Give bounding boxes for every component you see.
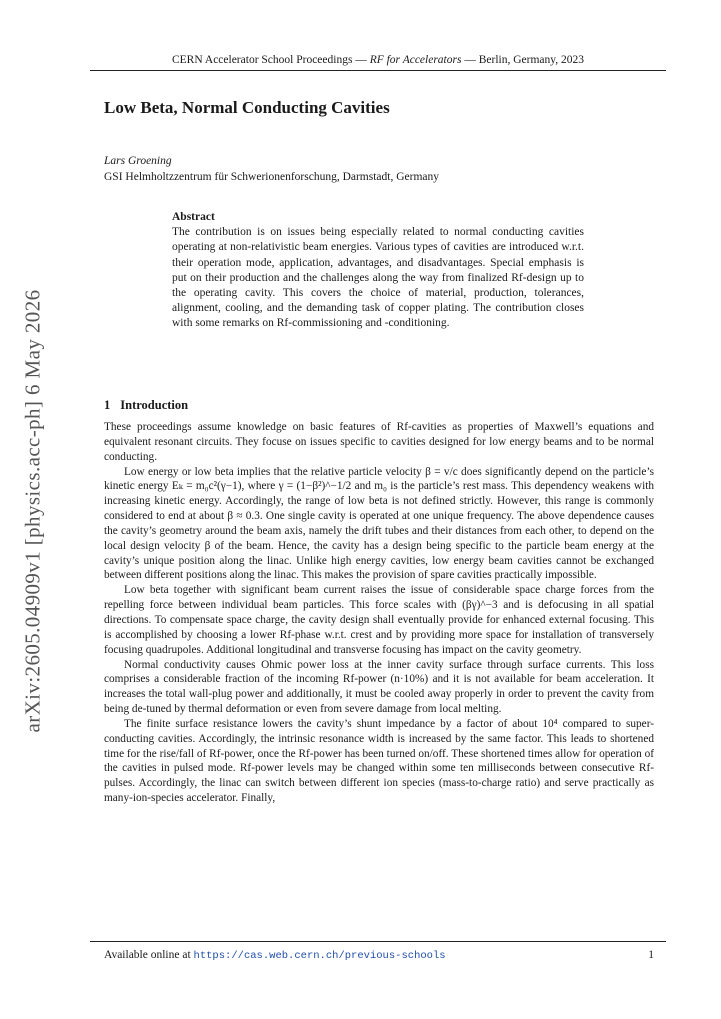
abstract-text: The contribution is on issues being especially related to normal conducting cavities operating at non-relativistic beam energies. Various types of cavities are introduced w.r.t. their operation mode, application, advantages, and disadvantages. Special emphasis is put on their production and the challenges along the way from finalized Rf-design up to the operating cavity. This covers the choice of material, production, tolerances, alignment, cooling, and the demanding task of copper plating. The contribution closes with some remarks on Rf-commissioning and -conditioning. — [172, 226, 584, 330]
page-number: 1 — [648, 949, 654, 961]
section-title: Introduction — [120, 398, 189, 412]
paragraph: Low beta together with significant beam current raises the issue of considerable space charge forces from the repelling force between individual beam particles. This force scales with (βγ)^−3 and is defocusing in all spatial directions. To compensate space charge, the cavity design shall eventually provide for enhanced external focusing. This is accomplished by choosing a lower Rf-phase w.r.t. crest and by providing more space for installation of transversely focusing quadrupoles. Additional longitudinal and transverse focusing has impact on the cavity geometry. — [104, 584, 654, 656]
header-school-title: RF for Accelerators — [369, 54, 462, 66]
paragraph: Low energy or low beta implies that the relative particle velocity β = v/c does significantly depend on the particle’s kinetic energy Eₖ = m₀c²(γ−1), where γ = (1−β²)^−1/2 and m₀ is the particle’s rest mass. This dependency weakens with increasing kinetic energy. Accordingly, the range of low beta is not defined strictly. However, this range is commonly considered to end at about β ≈ 0.3. One single cavity is operated at one unique frequency. The above dependence causes the cavity’s geometry around the beam axis, namely the drift tubes and their distances from each other, to depend on the local design velocity β of the beam. Hence, the cavity has a design being specific to the particle beam energy at the cavity’s unique position along the linac. Unlike high energy cavities, low energy beam cavities cannot be exchanged between different positions along the linac. This makes the provision of spare cavities practically impossible. — [104, 465, 654, 582]
arxiv-identifier: arXiv:2605.04909v1 [physics.acc-ph] 6 May 2026 — [20, 289, 45, 732]
footer-text: Available online at — [104, 949, 194, 961]
author-affiliation: GSI Helmholtzzentrum für Schwerionenforschung, Darmstadt, Germany — [104, 171, 440, 183]
author-name: Lars Groening — [104, 155, 172, 167]
body-text — [104, 420, 654, 806]
footer-rule — [90, 941, 666, 942]
page-footer — [104, 949, 654, 962]
paragraph: The finite surface resistance lowers the cavity’s shunt impedance by a factor of about 10⁴ compared to super-conducting cavities. Accordingly, the intrinsic resonance width is increased by the same factor. This leads to shortened time for the rise/fall of Rf-power, once the Rf-power has been turned on/off. These shortened times allow for operation of the cavities in pulsed mode. Rf-power levels may be changed within some ten milliseconds between consecutive Rf-pulses. Accordingly, the linac can switch between different ion species (mass-to-charge ratio) and serve practically as many-ion-species accelerator. Finally, — [104, 717, 654, 805]
paragraph: Normal conductivity causes Ohmic power loss at the inner cavity surface through surface currents. This loss comprises a considerable fraction of the incoming Rf-power (n·10%) and it is not available for beam acceleration. It increases the total wall-plug power and additionally, it must be cooled away properly in order to prevent the cavity from being de-tuned by thermal deformation or even from severe damage from local melting. — [104, 658, 654, 716]
header-text-post: — Berlin, Germany, 2023 — [461, 54, 585, 66]
section-heading — [104, 398, 188, 413]
paper-title: Low Beta, Normal Conducting Cavities — [104, 98, 390, 117]
abstract-block — [172, 210, 584, 332]
running-header — [90, 54, 666, 66]
header-rule — [90, 70, 666, 71]
paragraph: These proceedings assume knowledge on basic features of Rf-cavities as properties of Maxwell’s equations and equivalent resonant circuits. They focuse on issues specific to cavities designed for low energy beams and to be normal conducting. — [104, 421, 654, 463]
abstract-heading: Abstract — [172, 211, 215, 223]
section-number: 1 — [104, 398, 111, 412]
footer-link[interactable]: https://cas.web.cern.ch/previous-schools — [193, 950, 446, 962]
arxiv-stamp — [18, 258, 48, 763]
header-text-pre: CERN Accelerator School Proceedings — — [171, 54, 370, 66]
